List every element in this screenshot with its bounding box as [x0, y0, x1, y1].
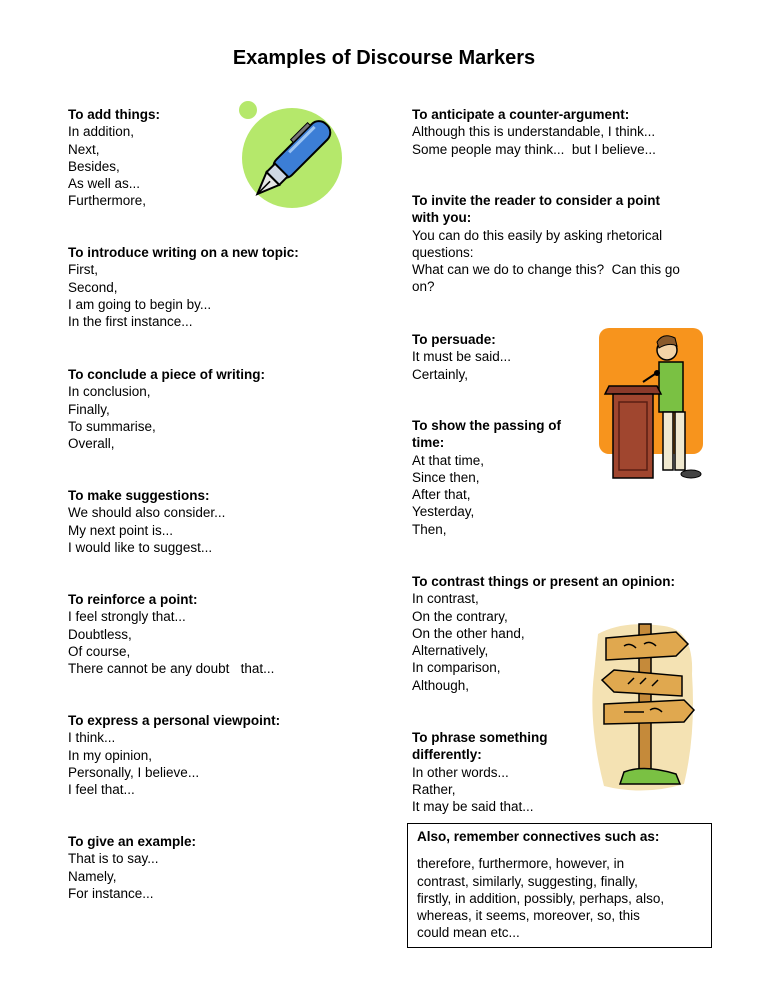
example-line: Besides, — [68, 158, 120, 174]
example-line: Alternatively, — [412, 643, 489, 659]
section-heading: To introduce writing on a new topic: — [68, 245, 299, 260]
example-line: Finally, — [68, 401, 110, 417]
speaker-at-podium-icon — [597, 326, 707, 482]
example-line: You can do this easily by asking rhetorical — [412, 227, 663, 243]
section-counter-argument — [412, 106, 712, 158]
example-line: Certainly, — [412, 366, 469, 382]
connectives-box — [407, 823, 712, 948]
example-line: We should also consider... — [68, 505, 226, 521]
example-line: I would like to suggest... — [68, 539, 213, 555]
example-line: Namely, — [68, 868, 117, 884]
example-line: Although this is understandable, I think... — [412, 124, 656, 140]
example-line: I feel that... — [68, 782, 135, 798]
section-heading: To phrase something — [412, 730, 548, 745]
example-line: I am going to begin by... — [68, 296, 212, 312]
example-line: Since then, — [412, 469, 480, 485]
section-heading: To add things: — [68, 107, 160, 122]
section-heading: To reinforce a point: — [68, 592, 198, 607]
section-heading: To invite the reader to consider a point — [412, 193, 661, 208]
example-line: First, — [68, 262, 98, 278]
example-line: I think... — [68, 730, 116, 746]
example-line: For instance... — [68, 885, 154, 901]
section-heading: To give an example: — [68, 834, 197, 849]
example-line: Overall, — [68, 436, 115, 452]
section-heading: differently: — [412, 747, 482, 763]
example-line: Second, — [68, 279, 118, 295]
section-reinforce — [68, 591, 368, 677]
example-line: In my opinion, — [68, 747, 153, 763]
example-line: Doubtless, — [68, 626, 132, 642]
example-line: Of course, — [68, 643, 131, 659]
example-line: Personally, I believe... — [68, 764, 200, 780]
section-heading: To express a personal viewpoint: — [68, 713, 281, 728]
example-line: In conclusion, — [68, 384, 151, 400]
example-line: questions: — [412, 244, 474, 260]
example-line: Rather, — [412, 781, 456, 797]
connectives-line: could mean etc... — [417, 925, 520, 941]
example-line: Although, — [412, 677, 470, 693]
example-line: My next point is... — [68, 522, 174, 538]
example-line: on? — [412, 279, 435, 295]
section-heading: To make suggestions: — [68, 488, 210, 503]
example-line: After that, — [412, 487, 471, 503]
section-suggestions — [68, 487, 368, 556]
example-line: As well as... — [68, 176, 141, 192]
connectives-line: whereas, it seems, moreover, so, this — [417, 908, 640, 924]
section-viewpoint — [68, 712, 368, 798]
section-heading: time: — [412, 435, 445, 451]
section-heading: with you: — [412, 210, 472, 226]
example-line: Yesterday, — [412, 504, 475, 520]
example-line: I feel strongly that... — [68, 609, 186, 625]
example-line: On the other hand, — [412, 625, 525, 641]
example-line: There cannot be any doubt that... — [68, 661, 275, 677]
example-line: What can we do to change this? Can this go — [412, 262, 680, 278]
example-line: Some people may think... but I believe... — [412, 141, 656, 157]
connectives-line: firstly, in addition, possibly, perhaps, also, — [417, 890, 665, 906]
example-line: At that time, — [412, 452, 485, 468]
section-heading: To conclude a piece of writing: — [68, 367, 266, 382]
connectives-line: contrast, similarly, suggesting, finally, — [417, 873, 638, 889]
example-line: It must be said... — [412, 349, 512, 365]
connectives-heading: Also, remember connectives such as: — [417, 829, 660, 844]
example-line: It may be said that... — [412, 799, 534, 815]
example-line: In comparison, — [412, 660, 501, 676]
example-line: In the first instance... — [68, 314, 193, 330]
section-heading: To anticipate a counter-argument: — [412, 107, 630, 122]
section-conclude — [68, 366, 368, 452]
section-heading: To show the passing of — [412, 418, 562, 433]
fountain-pen-icon — [234, 98, 350, 216]
example-line: To summarise, — [68, 418, 156, 434]
example-line: Then, — [412, 521, 447, 537]
example-line: In other words... — [412, 764, 509, 780]
section-example — [68, 833, 368, 902]
page-title: Examples of Discourse Markers — [232, 47, 536, 69]
section-invite-reader — [412, 192, 712, 296]
section-new-topic — [68, 244, 368, 330]
section-heading: To contrast things or present an opinion: — [412, 574, 675, 589]
section-heading: To persuade: — [412, 332, 496, 347]
signpost-icon — [584, 614, 702, 800]
connectives-line: therefore, furthermore, however, in — [417, 856, 625, 872]
example-line: On the contrary, — [412, 608, 508, 624]
example-line: Next, — [68, 141, 100, 157]
example-line: Furthermore, — [68, 193, 147, 209]
example-line: In addition, — [68, 124, 135, 140]
example-line: In contrast, — [412, 591, 479, 607]
example-line: That is to say... — [68, 851, 159, 867]
